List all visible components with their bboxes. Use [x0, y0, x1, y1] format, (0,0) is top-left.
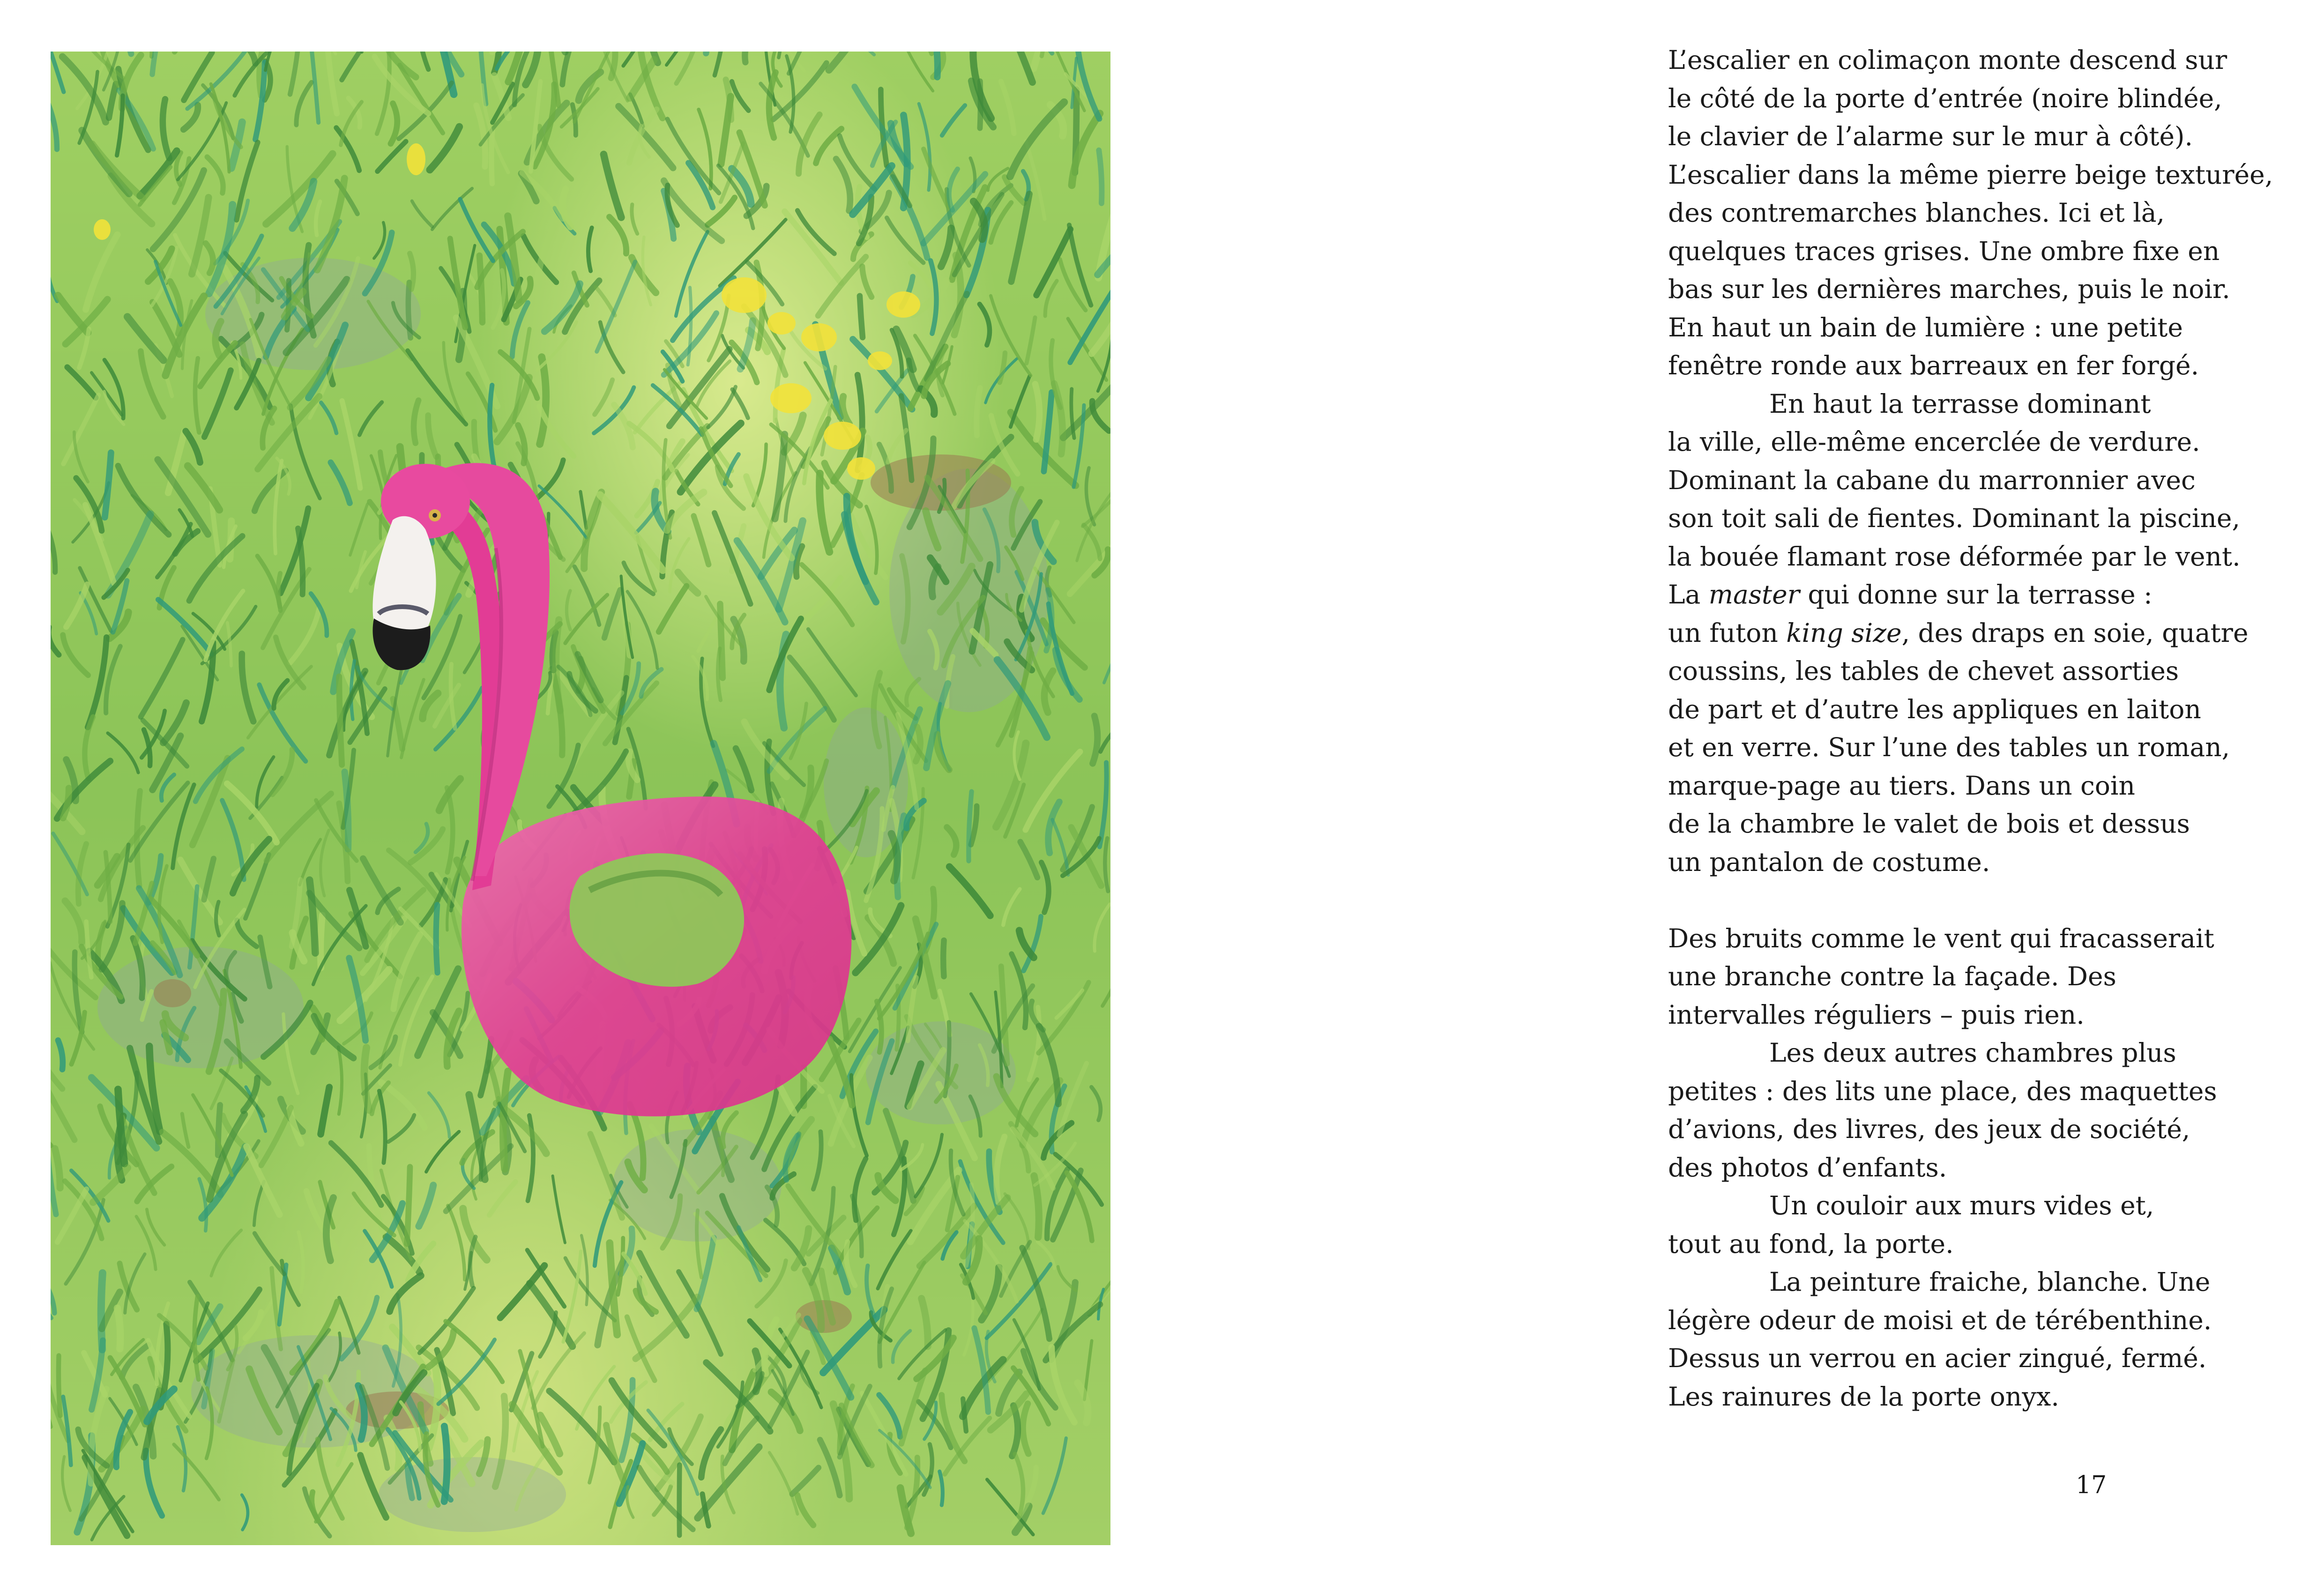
grass-blade [720, 604, 723, 678]
paragraph-2 [1668, 385, 2277, 882]
text-line: la bouée flamant rose déformée par le vent. [1668, 541, 2241, 572]
paragraph-6 [1668, 1263, 2277, 1416]
grass-blade [444, 1426, 447, 1502]
grass-blade [943, 940, 944, 976]
text-line: L’escalier dans la même pierre beige texturée, [1668, 159, 2273, 190]
text-run: , des draps en soie, quatre [1901, 617, 2249, 648]
grass-blade [436, 905, 438, 973]
paragraph-1 [1668, 41, 2277, 385]
text-line: En haut un bain de lumière : une petite [1668, 312, 2183, 342]
text-line: Des bruits comme le vent qui fracasserait [1668, 923, 2214, 953]
text-line: Dessus un verrou en acier zingué, fermé. [1668, 1343, 2207, 1373]
text-line: Les rainures de la porte onyx. [1668, 1381, 2059, 1412]
text-line: marque-page au tiers. Dans un coin [1668, 770, 2135, 801]
text-line: tout au fond, la porte. [1668, 1228, 1954, 1259]
text-line: son toit sali de fientes. Dominant la piscine, [1668, 503, 2240, 533]
paragraph-5 [1668, 1187, 2277, 1263]
text-line: La peinture fraiche, blanche. Une [1769, 1267, 2211, 1297]
text-line: un pantalon de costume. [1668, 847, 1990, 877]
text-run: un futon [1668, 617, 1787, 648]
text-line: petites : des lits une place, des maquettes [1668, 1076, 2217, 1106]
text-line: des contremarches blanches. Ici et là, [1668, 198, 2165, 228]
grass-blade [345, 772, 349, 849]
italic-term-king-size: king size [1786, 617, 1902, 648]
text-line: coussins, les tables de chevet assorties [1668, 656, 2179, 686]
grass-blade [860, 296, 863, 338]
italic-term-master: master [1708, 580, 1800, 610]
text-column [1668, 41, 2277, 1416]
grass-blade [679, 1465, 680, 1536]
paragraph-4 [1668, 1034, 2277, 1187]
text-line: la ville, elle-même encerclée de verdure. [1668, 427, 2200, 457]
grass-blade [479, 255, 482, 322]
grass-blade [59, 1356, 60, 1416]
flamingo-illustration [51, 52, 1110, 1545]
text-line: le côté de la porte d’entrée (noire blindée, [1668, 83, 2222, 113]
text-line: et en verre. Sur l’une des tables un roman, [1668, 732, 2230, 762]
grass-blade [1099, 150, 1102, 203]
text-line: intervalles réguliers – puis rien. [1668, 999, 2085, 1030]
text-line: En haut la terrasse dominant [1769, 388, 2151, 419]
text-line [1668, 614, 2277, 653]
grass-blade [320, 915, 322, 967]
text-line: Les deux autres chambres plus [1769, 1038, 2176, 1068]
text-line: d’avions, des livres, des jeux de société, [1668, 1114, 2190, 1144]
text-line: L’escalier en colimaçon monte descend sur [1668, 45, 2227, 75]
text-line: quelques traces grises. Une ombre fixe en [1668, 236, 2220, 266]
text-line: de la chambre le valet de bois et dessus [1668, 809, 2190, 839]
grass-blade [117, 1308, 120, 1349]
text-line: Un couloir aux murs vides et, [1769, 1190, 2154, 1220]
grass-blade [137, 791, 140, 886]
text-line: légère odeur de moisi et de térébenthine. [1668, 1305, 2212, 1335]
text-line: fenêtre ronde aux barreaux en fer forgé. [1668, 350, 2199, 380]
section-break [1668, 881, 2277, 920]
text-line: de part et d’autre les appliques en laiton [1668, 694, 2201, 724]
text-line: une branche contre la façade. Des [1668, 961, 2116, 991]
grass-blade [339, 677, 342, 765]
grass-blade [278, 573, 280, 607]
text-line: Dominant la cabane du marronnier avec [1668, 465, 2196, 495]
grass-blade [407, 1167, 410, 1244]
text-line: le clavier de l’alarme sur le mur à côté). [1668, 121, 2193, 151]
text-run: La [1668, 580, 1709, 610]
page-number: 17 [2076, 1471, 2107, 1499]
watercolor-painting [51, 52, 1110, 1545]
grass-blade [963, 1398, 966, 1431]
text-line [1668, 576, 2277, 614]
text-line: bas sur les dernières marches, puis le noir. [1668, 274, 2230, 304]
text-line: des photos d’enfants. [1668, 1152, 1947, 1183]
paragraph-3 [1668, 920, 2277, 1034]
text-run: qui donne sur la terrasse : [1799, 580, 2153, 610]
